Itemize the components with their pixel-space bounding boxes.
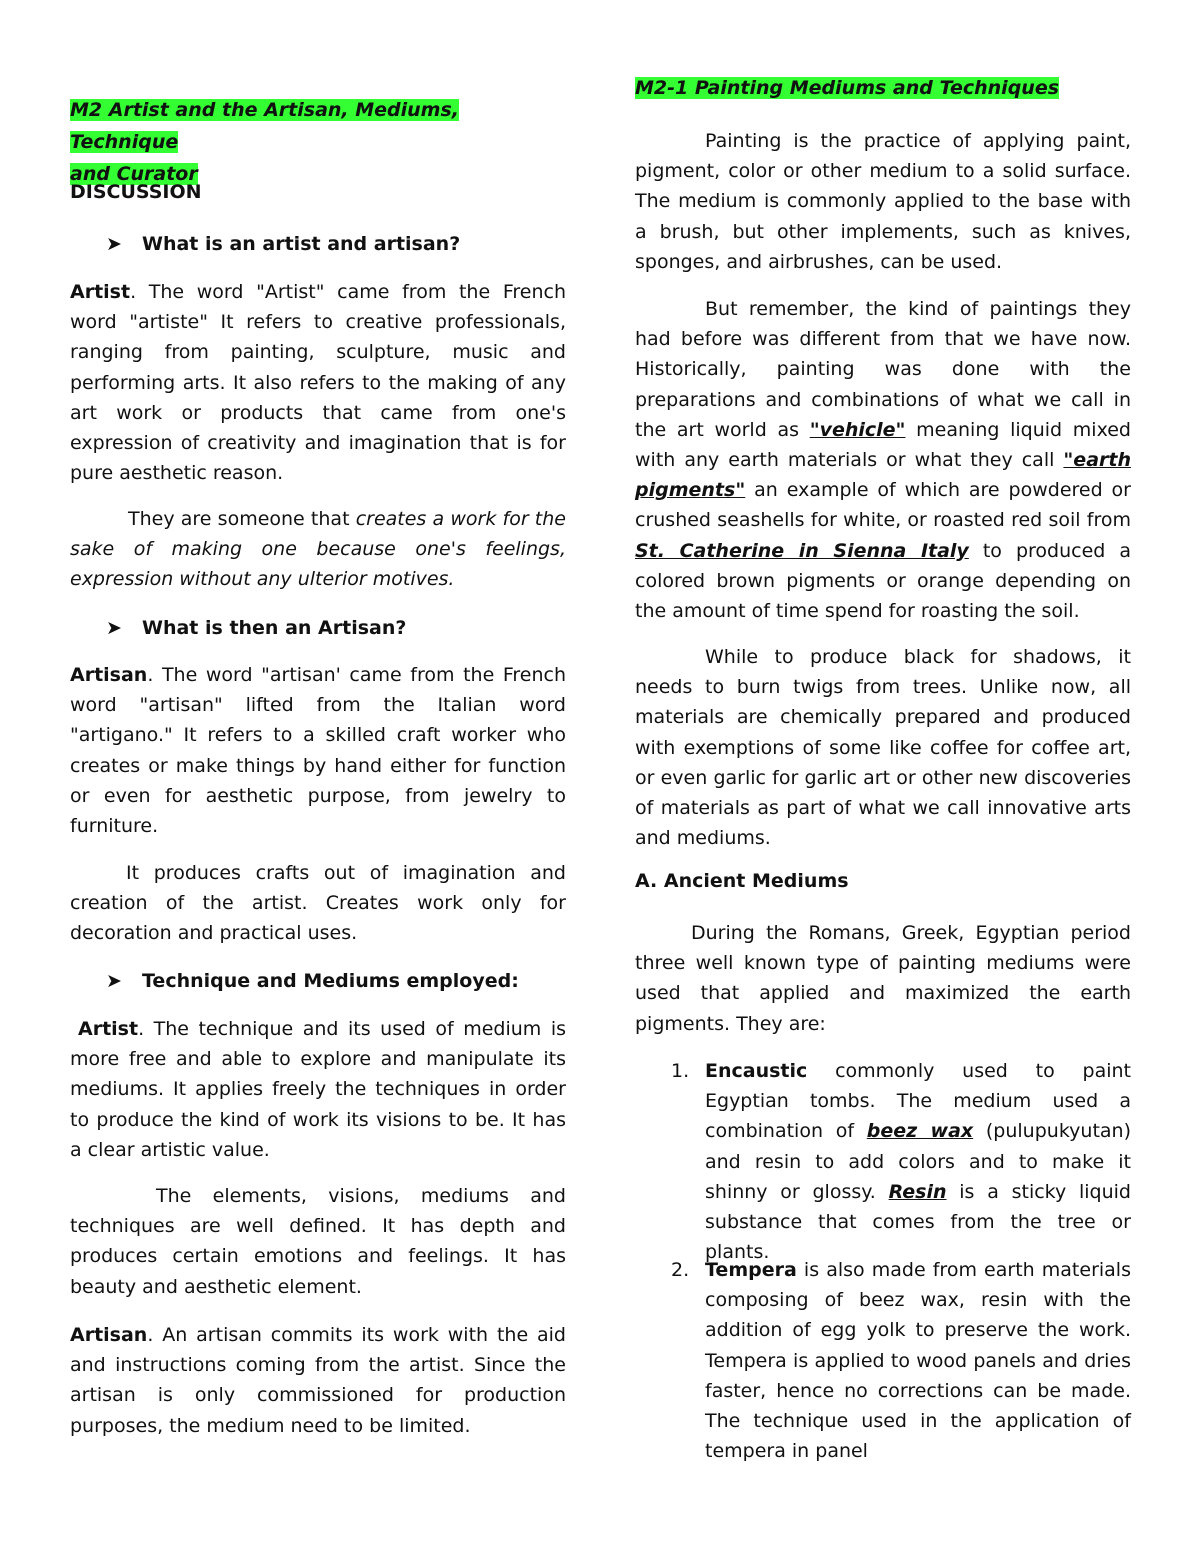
artisan-definition: [70, 660, 566, 841]
black-shadows-text: While to produce black for shadows, it needs to burn twigs from trees. Unlike now, all materials are chemically prepared and produced with exemptions of some like coffee for coffee art, or even garlic for garlic art or other new discoveries of materials as part of what we call innovative arts and mediums.: [635, 646, 1131, 850]
ancient-mediums-heading: A. Ancient Mediums: [635, 870, 849, 892]
artist2-term: Artist: [78, 1018, 139, 1040]
module-title-line1: M2 Artist and the Artisan, Mediums, Technique: [70, 99, 460, 153]
question-1-text: What is an artist and artisan?: [142, 233, 461, 255]
arrow-icon: ➤: [106, 617, 122, 639]
beez-wax-term: beez wax: [866, 1120, 974, 1143]
black-shadows-paragraph: [635, 642, 1131, 853]
history-text-b: meaning liquid mixed with any earth materials or what they call: [635, 418, 1131, 472]
bullet-question-1: [106, 229, 460, 259]
artisan2-definition-text: . An artisan commits its work with the aid and instructions coming from the artist. Since the artisan is only commissioned for production purposes, the medium need to be limited.: [70, 1324, 566, 1437]
arrow-icon: ➤: [106, 233, 122, 255]
history-text-d: to produced a colored brown pigments or orange depending on the amount of time spend for roasting the soil.: [635, 539, 1132, 623]
artist-term: Artist: [70, 281, 131, 303]
encaustic-term: Encaustic: [705, 1060, 808, 1082]
artisan2-term: Artisan: [70, 1324, 148, 1346]
vehicle-term: "vehicle": [809, 418, 906, 441]
resin-term: Resin: [888, 1180, 947, 1203]
artisan-technique: [70, 1320, 566, 1441]
history-text-c: an example of which are powdered or crushed seashells for white, or roasted red soil from: [635, 479, 1131, 532]
place-term: St. Catherine in Sienna Italy: [635, 539, 969, 562]
tempera-term: Tempera: [705, 1259, 797, 1281]
list-number-1: 1.: [671, 1060, 690, 1082]
section-title: [635, 72, 1059, 104]
produces-paragraph: [70, 858, 566, 949]
question-2-text: What is then an Artisan?: [142, 617, 407, 639]
elements-paragraph: [70, 1181, 566, 1302]
they-text: They are someone that: [128, 508, 356, 530]
list-item-tempera: [635, 1255, 1131, 1466]
module-title-line2: and Curator: [70, 163, 198, 185]
list-number-2: 2.: [671, 1259, 690, 1281]
history-paragraph: [635, 294, 1131, 626]
ancient-intro-text: During the Romans, Greek, Egyptian period three well known type of painting mediums were used that applied and maximized the earth pigments. They are:: [635, 922, 1131, 1035]
arrow-icon: ➤: [106, 970, 122, 992]
ancient-intro: [635, 918, 1131, 1039]
tempera-text: is also made from earth materials composing of beez wax, resin with the addition of egg yolk to preserve the work. Tempera is applied to wood panels and dries faster, hence no corrections can be made. The technique used in the application of tempera in panel: [705, 1259, 1131, 1463]
artist-definition: [70, 277, 566, 488]
history-text-a: But remember, the kind of paintings they had before was different from that we have now. Historically, painting was done with the preparations and combinations of what we call in the art world as: [635, 298, 1131, 441]
encaustic-text-a: commonly used to paint Egyptian tombs. The medium used a combination of: [705, 1060, 1131, 1143]
bullet-question-3: [106, 966, 519, 996]
encaustic-text-b: (pulupukyutan) and resin to add colors and to make it shinny or glossy.: [705, 1120, 1131, 1203]
section-title-text: M2-1 Painting Mediums and Techniques: [635, 77, 1060, 99]
artist2-definition-text: . The technique and its used of medium is more free and able to explore and manipulate its mediums. It applies freely the techniques in order to produce the kind of work its visions to be. It has a clear artistic value.: [70, 1018, 566, 1161]
module-title: [70, 94, 566, 190]
bullet-question-2: [106, 613, 406, 643]
discussion-heading: DISCUSSION: [70, 181, 202, 203]
artist-definition-text: . The word "Artist" came from the French word "artiste" It refers to creative professionals, ranging from painting, sculpture, music and performing arts. It also refers to the making of any art work or products that came from one's expression of creativity and imagination that is for pure aesthetic reason.: [70, 281, 566, 485]
list-item-encaustic: [635, 1056, 1131, 1267]
artisan-definition-text: . The word "artisan' came from the French word "artisan" lifted from the Italian word "artigano." It refers to a skilled craft worker who creates or make things by hand either for function or even for aesthetic purpose, from jewelry to furniture.: [70, 664, 566, 838]
artist-technique: [70, 1014, 566, 1165]
earth-pigments-term: "earth pigments": [635, 449, 1131, 502]
they-italic-text: creates a work for the sake of making one because one's feelings, expression without any ulterior motives.: [70, 508, 566, 591]
they-paragraph: [70, 504, 566, 595]
question-3-text: Technique and Mediums employed:: [142, 970, 519, 992]
encaustic-text-c: is a sticky liquid substance that comes from the tree or plants.: [705, 1180, 1131, 1264]
artisan-term: Artisan: [70, 664, 148, 686]
produces-text: It produces crafts out of imagination and creation of the artist. Creates work only for decoration and practical uses.: [70, 862, 566, 945]
painting-definition: [635, 126, 1131, 277]
painting-definition-text: Painting is the practice of applying paint, pigment, color or other medium to a solid surface. The medium is commonly applied to the base with a brush, but other implements, such as knives, sponges, and airbrushes, can be used.: [635, 130, 1131, 273]
elements-text: The elements, visions, mediums and techniques are well defined. It has depth and produces certain emotions and feelings. It has beauty and aesthetic element.: [70, 1185, 566, 1298]
